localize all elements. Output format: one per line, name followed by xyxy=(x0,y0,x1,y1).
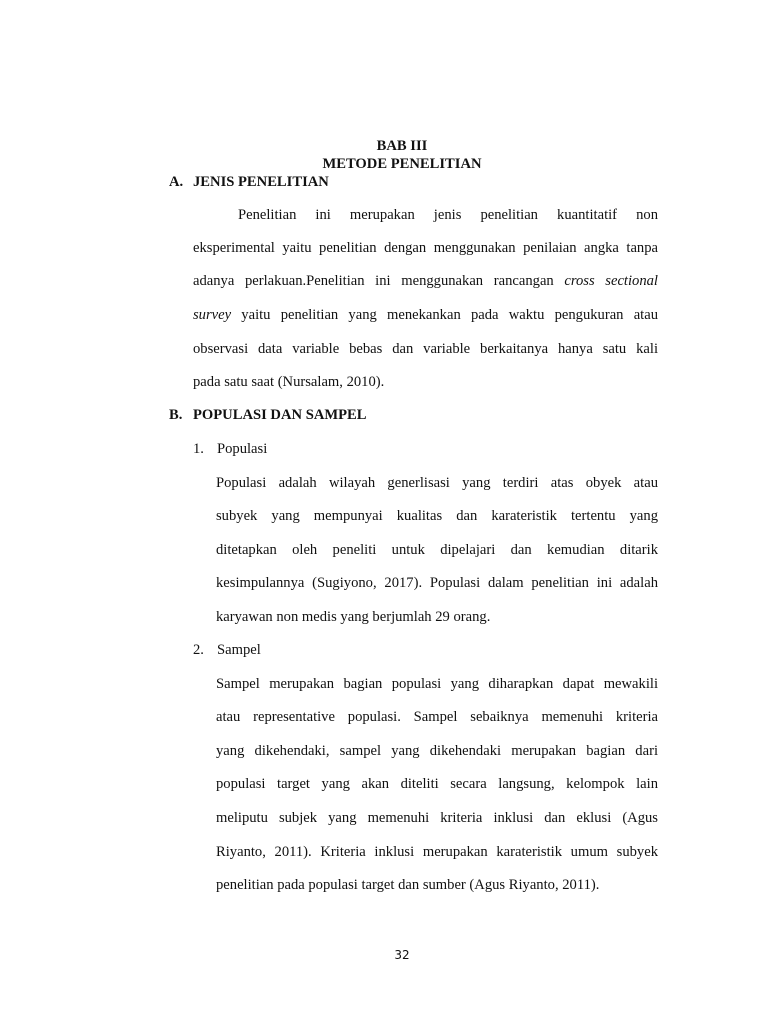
paragraph-line xyxy=(193,272,658,290)
paragraph-line: populasi target yang akan diteliti secara langsung, kelompok lain xyxy=(216,776,658,792)
list-item-sampel xyxy=(193,641,261,659)
paragraph-line: Sampel merupakan bagian populasi yang diharapkan dapat mewakili xyxy=(216,676,658,692)
paragraph-line: subyek yang mempunyai kualitas dan karateristik tertentu yang xyxy=(216,508,658,524)
paragraph-line: kesimpulannya (Sugiyono, 2017). Populasi dalam penelitian ini adalah xyxy=(216,575,658,591)
paragraph-line: Populasi adalah wilayah generlisasi yang terdiri atas obyek atau xyxy=(216,475,658,491)
paragraph-line: karyawan non medis yang berjumlah 29 orang. xyxy=(216,609,491,625)
paragraph-text: yaitu penelitian yang menekankan pada waktu pengukuran atau xyxy=(231,307,658,323)
paragraph-line: pada satu saat (Nursalam, 2010). xyxy=(193,374,385,390)
page-number: 32 xyxy=(394,948,410,962)
paragraph-line: meliputu subjek yang memenuhi kriteria inklusi dan eklusi (Agus xyxy=(216,810,658,826)
chapter-title: METODE PENELITIAN xyxy=(322,156,482,172)
section-a-letter: A. xyxy=(169,174,184,190)
italic-term: survey xyxy=(193,307,232,323)
paragraph-line: Penelitian ini merupakan jenis penelitian kuantitatif non xyxy=(238,207,658,223)
list-item-title: Sampel xyxy=(217,642,261,658)
paragraph-line xyxy=(193,306,658,324)
section-b-heading xyxy=(169,406,367,424)
section-b-title: POPULASI DAN SAMPEL xyxy=(193,407,367,423)
paragraph-line: observasi data variable bebas dan variable berkaitanya hanya satu kali xyxy=(193,341,658,357)
list-item-number: 2. xyxy=(193,642,204,658)
paragraph-line: yang dikehendaki, sampel yang dikehendaki merupakan bagian dari xyxy=(216,743,658,759)
paragraph-line: atau representative populasi. Sampel sebaiknya memenuhi kriteria xyxy=(216,709,658,725)
section-b-letter: B. xyxy=(169,407,183,423)
list-item-number: 1. xyxy=(193,441,204,457)
section-a-title: JENIS PENELITIAN xyxy=(193,174,329,190)
paragraph-line: ditetapkan oleh peneliti untuk dipelajari dan kemudian ditarik xyxy=(216,542,658,558)
section-a-heading xyxy=(169,173,329,191)
paragraph-line: Riyanto, 2011). Kriteria inklusi merupakan karateristik umum subyek xyxy=(216,844,658,860)
paragraph-text: adanya perlakuan.Penelitian ini menggunakan rancangan xyxy=(193,273,565,289)
paragraph-line: penelitian pada populasi target dan sumber (Agus Riyanto, 2011). xyxy=(216,877,600,893)
paragraph-line: eksperimental yaitu penelitian dengan menggunakan penilaian angka tanpa xyxy=(193,240,658,256)
italic-term: cross sectional xyxy=(564,273,658,289)
list-item-title: Populasi xyxy=(217,441,268,457)
chapter-number: BAB III xyxy=(376,138,428,154)
list-item-populasi xyxy=(193,440,267,458)
